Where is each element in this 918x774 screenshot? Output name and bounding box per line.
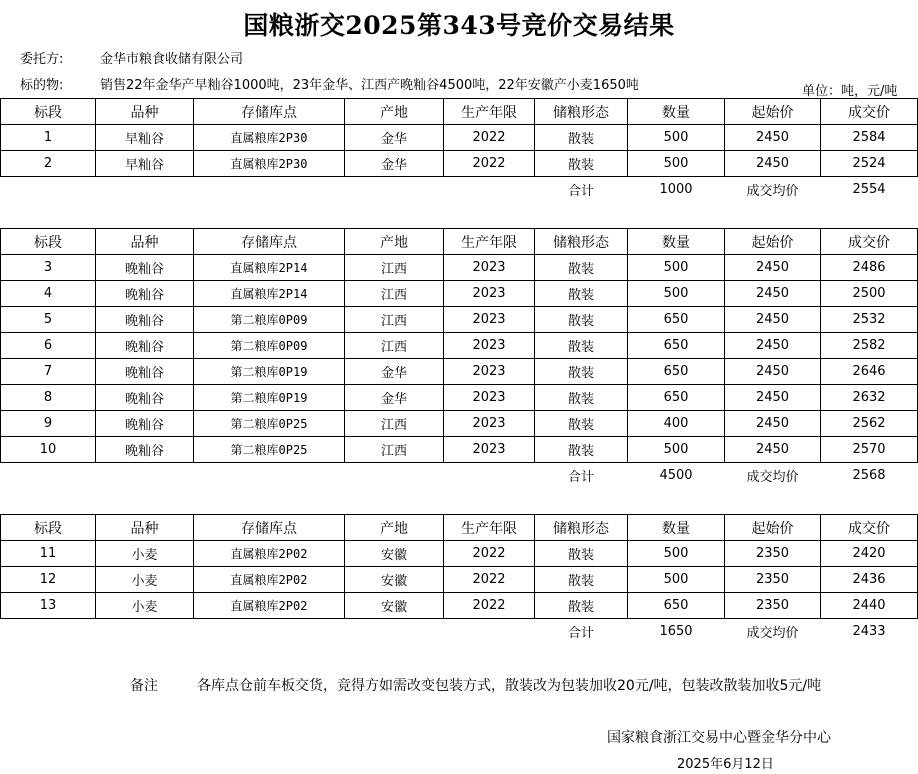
total-label: 合计 (567, 626, 594, 641)
cell: 2022 (444, 151, 535, 177)
cell: 小麦 (96, 593, 194, 619)
cell: 晚籼谷 (96, 255, 194, 281)
table-row (1, 255, 918, 281)
cell: 2023 (444, 281, 535, 307)
cell: 2450 (725, 437, 821, 463)
cell: 晚籼谷 (96, 385, 194, 411)
summary-row (1, 619, 918, 645)
subject-value: 销售22年金华产早籼谷1000吨，23年金华、江西产晚籼谷4500吨，22年安徽产小麦1650吨 (100, 78, 639, 93)
col-header: 存储库点 (194, 515, 345, 541)
total-quantity: 4500 (659, 468, 693, 483)
cell: 散装 (535, 333, 628, 359)
table-row (1, 541, 918, 567)
col-header: 生产年限 (444, 99, 535, 125)
cell: 2023 (444, 333, 535, 359)
cell: 直属粮库2P02 (194, 593, 345, 619)
cell: 2450 (725, 125, 821, 151)
cell: 江西 (345, 255, 444, 281)
cell: 第二粮库0P09 (194, 333, 345, 359)
cell: 安徽 (345, 541, 444, 567)
cell: 晚籼谷 (96, 411, 194, 437)
table-row (1, 437, 918, 463)
cell: 早籼谷 (96, 151, 194, 177)
cell: 2486 (821, 255, 918, 281)
cell: 9 (1, 411, 96, 437)
cell: 2450 (725, 255, 821, 281)
cell: 散装 (535, 359, 628, 385)
cell: 第二粮库0P19 (194, 359, 345, 385)
cell: 2500 (821, 281, 918, 307)
cell: 散装 (535, 151, 628, 177)
cell: 650 (628, 593, 725, 619)
cell: 5 (1, 307, 96, 333)
col-header: 生产年限 (444, 229, 535, 255)
col-header: 存储库点 (194, 229, 345, 255)
cell: 安徽 (345, 567, 444, 593)
cell: 直属粮库2P30 (194, 151, 345, 177)
cell: 金华 (345, 151, 444, 177)
cell: 2023 (444, 255, 535, 281)
cell: 2023 (444, 359, 535, 385)
col-header: 产地 (345, 515, 444, 541)
col-header: 数量 (628, 99, 725, 125)
cell: 散装 (535, 281, 628, 307)
col-header: 成交价 (821, 99, 918, 125)
cell: 2023 (444, 385, 535, 411)
cell: 13 (1, 593, 96, 619)
cell: 第二粮库0P25 (194, 411, 345, 437)
cell: 散装 (535, 541, 628, 567)
col-header: 产地 (345, 229, 444, 255)
cell: 2450 (725, 385, 821, 411)
cell: 晚籼谷 (96, 437, 194, 463)
total-quantity: 1000 (659, 182, 693, 197)
result-table-2 (0, 228, 918, 488)
cell: 金华 (345, 385, 444, 411)
avg-price-label: 成交均价 (746, 184, 799, 199)
client-label: 委托方: (20, 52, 64, 67)
cell: 1 (1, 125, 96, 151)
total-label: 合计 (567, 470, 594, 485)
cell: 2022 (444, 541, 535, 567)
cell: 2570 (821, 437, 918, 463)
result-table-3 (0, 514, 918, 644)
cell: 2023 (444, 437, 535, 463)
table-row (1, 307, 918, 333)
cell: 2582 (821, 333, 918, 359)
table-row (1, 567, 918, 593)
cell: 500 (628, 541, 725, 567)
cell: 2440 (821, 593, 918, 619)
cell: 2584 (821, 125, 918, 151)
unit-label: 单位：吨，元/吨 (802, 84, 898, 99)
cell: 650 (628, 333, 725, 359)
table-row (1, 359, 918, 385)
cell: 2 (1, 151, 96, 177)
cell: 2532 (821, 307, 918, 333)
page-title: 国粮浙交2025第343号竞价交易结果 (243, 11, 675, 40)
avg-price: 2433 (852, 624, 886, 639)
cell: 江西 (345, 411, 444, 437)
col-header: 起始价 (725, 99, 821, 125)
summary-row (1, 463, 918, 489)
avg-price-label: 成交均价 (746, 626, 799, 641)
cell: 6 (1, 333, 96, 359)
cell: 2450 (725, 307, 821, 333)
issuer-name: 国家粮食浙江交易中心暨金华分中心 (607, 730, 831, 746)
col-header: 数量 (628, 229, 725, 255)
col-header: 起始价 (725, 515, 821, 541)
col-header: 储粮形态 (535, 99, 628, 125)
col-header: 标段 (1, 99, 96, 125)
cell: 散装 (535, 125, 628, 151)
cell: 2450 (725, 359, 821, 385)
cell: 散装 (535, 385, 628, 411)
cell: 散装 (535, 437, 628, 463)
cell: 安徽 (345, 593, 444, 619)
cell: 2023 (444, 307, 535, 333)
table-header-row (1, 229, 918, 255)
cell: 3 (1, 255, 96, 281)
table-header-row (1, 99, 918, 125)
cell: 650 (628, 359, 725, 385)
cell: 小麦 (96, 541, 194, 567)
cell: 江西 (345, 281, 444, 307)
cell: 10 (1, 437, 96, 463)
cell: 江西 (345, 437, 444, 463)
cell: 2350 (725, 541, 821, 567)
cell: 直属粮库2P02 (194, 541, 345, 567)
col-header: 生产年限 (444, 515, 535, 541)
cell: 2450 (725, 151, 821, 177)
cell: 2646 (821, 359, 918, 385)
cell: 2350 (725, 567, 821, 593)
cell: 11 (1, 541, 96, 567)
cell: 4 (1, 281, 96, 307)
cell: 第二粮库0P09 (194, 307, 345, 333)
cell: 2450 (725, 281, 821, 307)
cell: 2450 (725, 333, 821, 359)
cell: 江西 (345, 333, 444, 359)
col-header: 成交价 (821, 229, 918, 255)
cell: 500 (628, 255, 725, 281)
col-header: 品种 (96, 99, 194, 125)
cell: 12 (1, 567, 96, 593)
avg-price-label: 成交均价 (746, 470, 799, 485)
cell: 2632 (821, 385, 918, 411)
client-value: 金华市粮食收储有限公司 (100, 52, 244, 67)
cell: 金华 (345, 125, 444, 151)
cell: 金华 (345, 359, 444, 385)
cell: 2023 (444, 411, 535, 437)
cell: 2022 (444, 567, 535, 593)
table-row (1, 281, 918, 307)
table-row (1, 593, 918, 619)
cell: 650 (628, 385, 725, 411)
cell: 500 (628, 437, 725, 463)
cell: 2524 (821, 151, 918, 177)
cell: 散装 (535, 307, 628, 333)
cell: 早籼谷 (96, 125, 194, 151)
total-quantity: 1650 (659, 624, 693, 639)
cell: 散装 (535, 593, 628, 619)
cell: 直属粮库2P30 (194, 125, 345, 151)
col-header: 储粮形态 (535, 229, 628, 255)
cell: 7 (1, 359, 96, 385)
cell: 晚籼谷 (96, 359, 194, 385)
col-header: 成交价 (821, 515, 918, 541)
cell: 2022 (444, 125, 535, 151)
col-header: 品种 (96, 229, 194, 255)
col-header: 起始价 (725, 229, 821, 255)
summary-row (1, 177, 918, 203)
cell: 2450 (725, 411, 821, 437)
cell: 直属粮库2P14 (194, 281, 345, 307)
cell: 直属粮库2P14 (194, 255, 345, 281)
cell: 500 (628, 151, 725, 177)
table-row (1, 385, 918, 411)
table-row (1, 151, 918, 177)
cell: 第二粮库0P25 (194, 437, 345, 463)
col-header: 数量 (628, 515, 725, 541)
cell: 500 (628, 281, 725, 307)
cell: 400 (628, 411, 725, 437)
table-row (1, 125, 918, 151)
cell: 第二粮库0P19 (194, 385, 345, 411)
cell: 2562 (821, 411, 918, 437)
cell: 2436 (821, 567, 918, 593)
cell: 8 (1, 385, 96, 411)
total-label: 合计 (567, 184, 594, 199)
col-header: 储粮形态 (535, 515, 628, 541)
avg-price: 2568 (852, 468, 886, 483)
col-header: 标段 (1, 229, 96, 255)
subject-label: 标的物: (20, 78, 64, 93)
cell: 散装 (535, 411, 628, 437)
cell: 直属粮库2P02 (194, 567, 345, 593)
col-header: 产地 (345, 99, 444, 125)
col-header: 标段 (1, 515, 96, 541)
cell: 2350 (725, 593, 821, 619)
col-header: 品种 (96, 515, 194, 541)
cell: 散装 (535, 567, 628, 593)
cell: 小麦 (96, 567, 194, 593)
issue-date: 2025年6月12日 (677, 757, 774, 772)
cell: 2022 (444, 593, 535, 619)
cell: 650 (628, 307, 725, 333)
table-row (1, 333, 918, 359)
cell: 江西 (345, 307, 444, 333)
avg-price: 2554 (852, 182, 886, 197)
note-text: 各库点仓前车板交货，竞得方如需改变包装方式，散装改为包装加收20元/吨，包装改散装加收5元/吨 (197, 678, 822, 694)
table-row (1, 411, 918, 437)
cell: 晚籼谷 (96, 281, 194, 307)
cell: 2420 (821, 541, 918, 567)
note-label: 备注 (130, 678, 158, 694)
cell: 晚籼谷 (96, 307, 194, 333)
cell: 散装 (535, 255, 628, 281)
table-header-row (1, 515, 918, 541)
col-header: 存储库点 (194, 99, 345, 125)
cell: 晚籼谷 (96, 333, 194, 359)
result-table-1 (0, 98, 918, 202)
cell: 500 (628, 567, 725, 593)
cell: 500 (628, 125, 725, 151)
